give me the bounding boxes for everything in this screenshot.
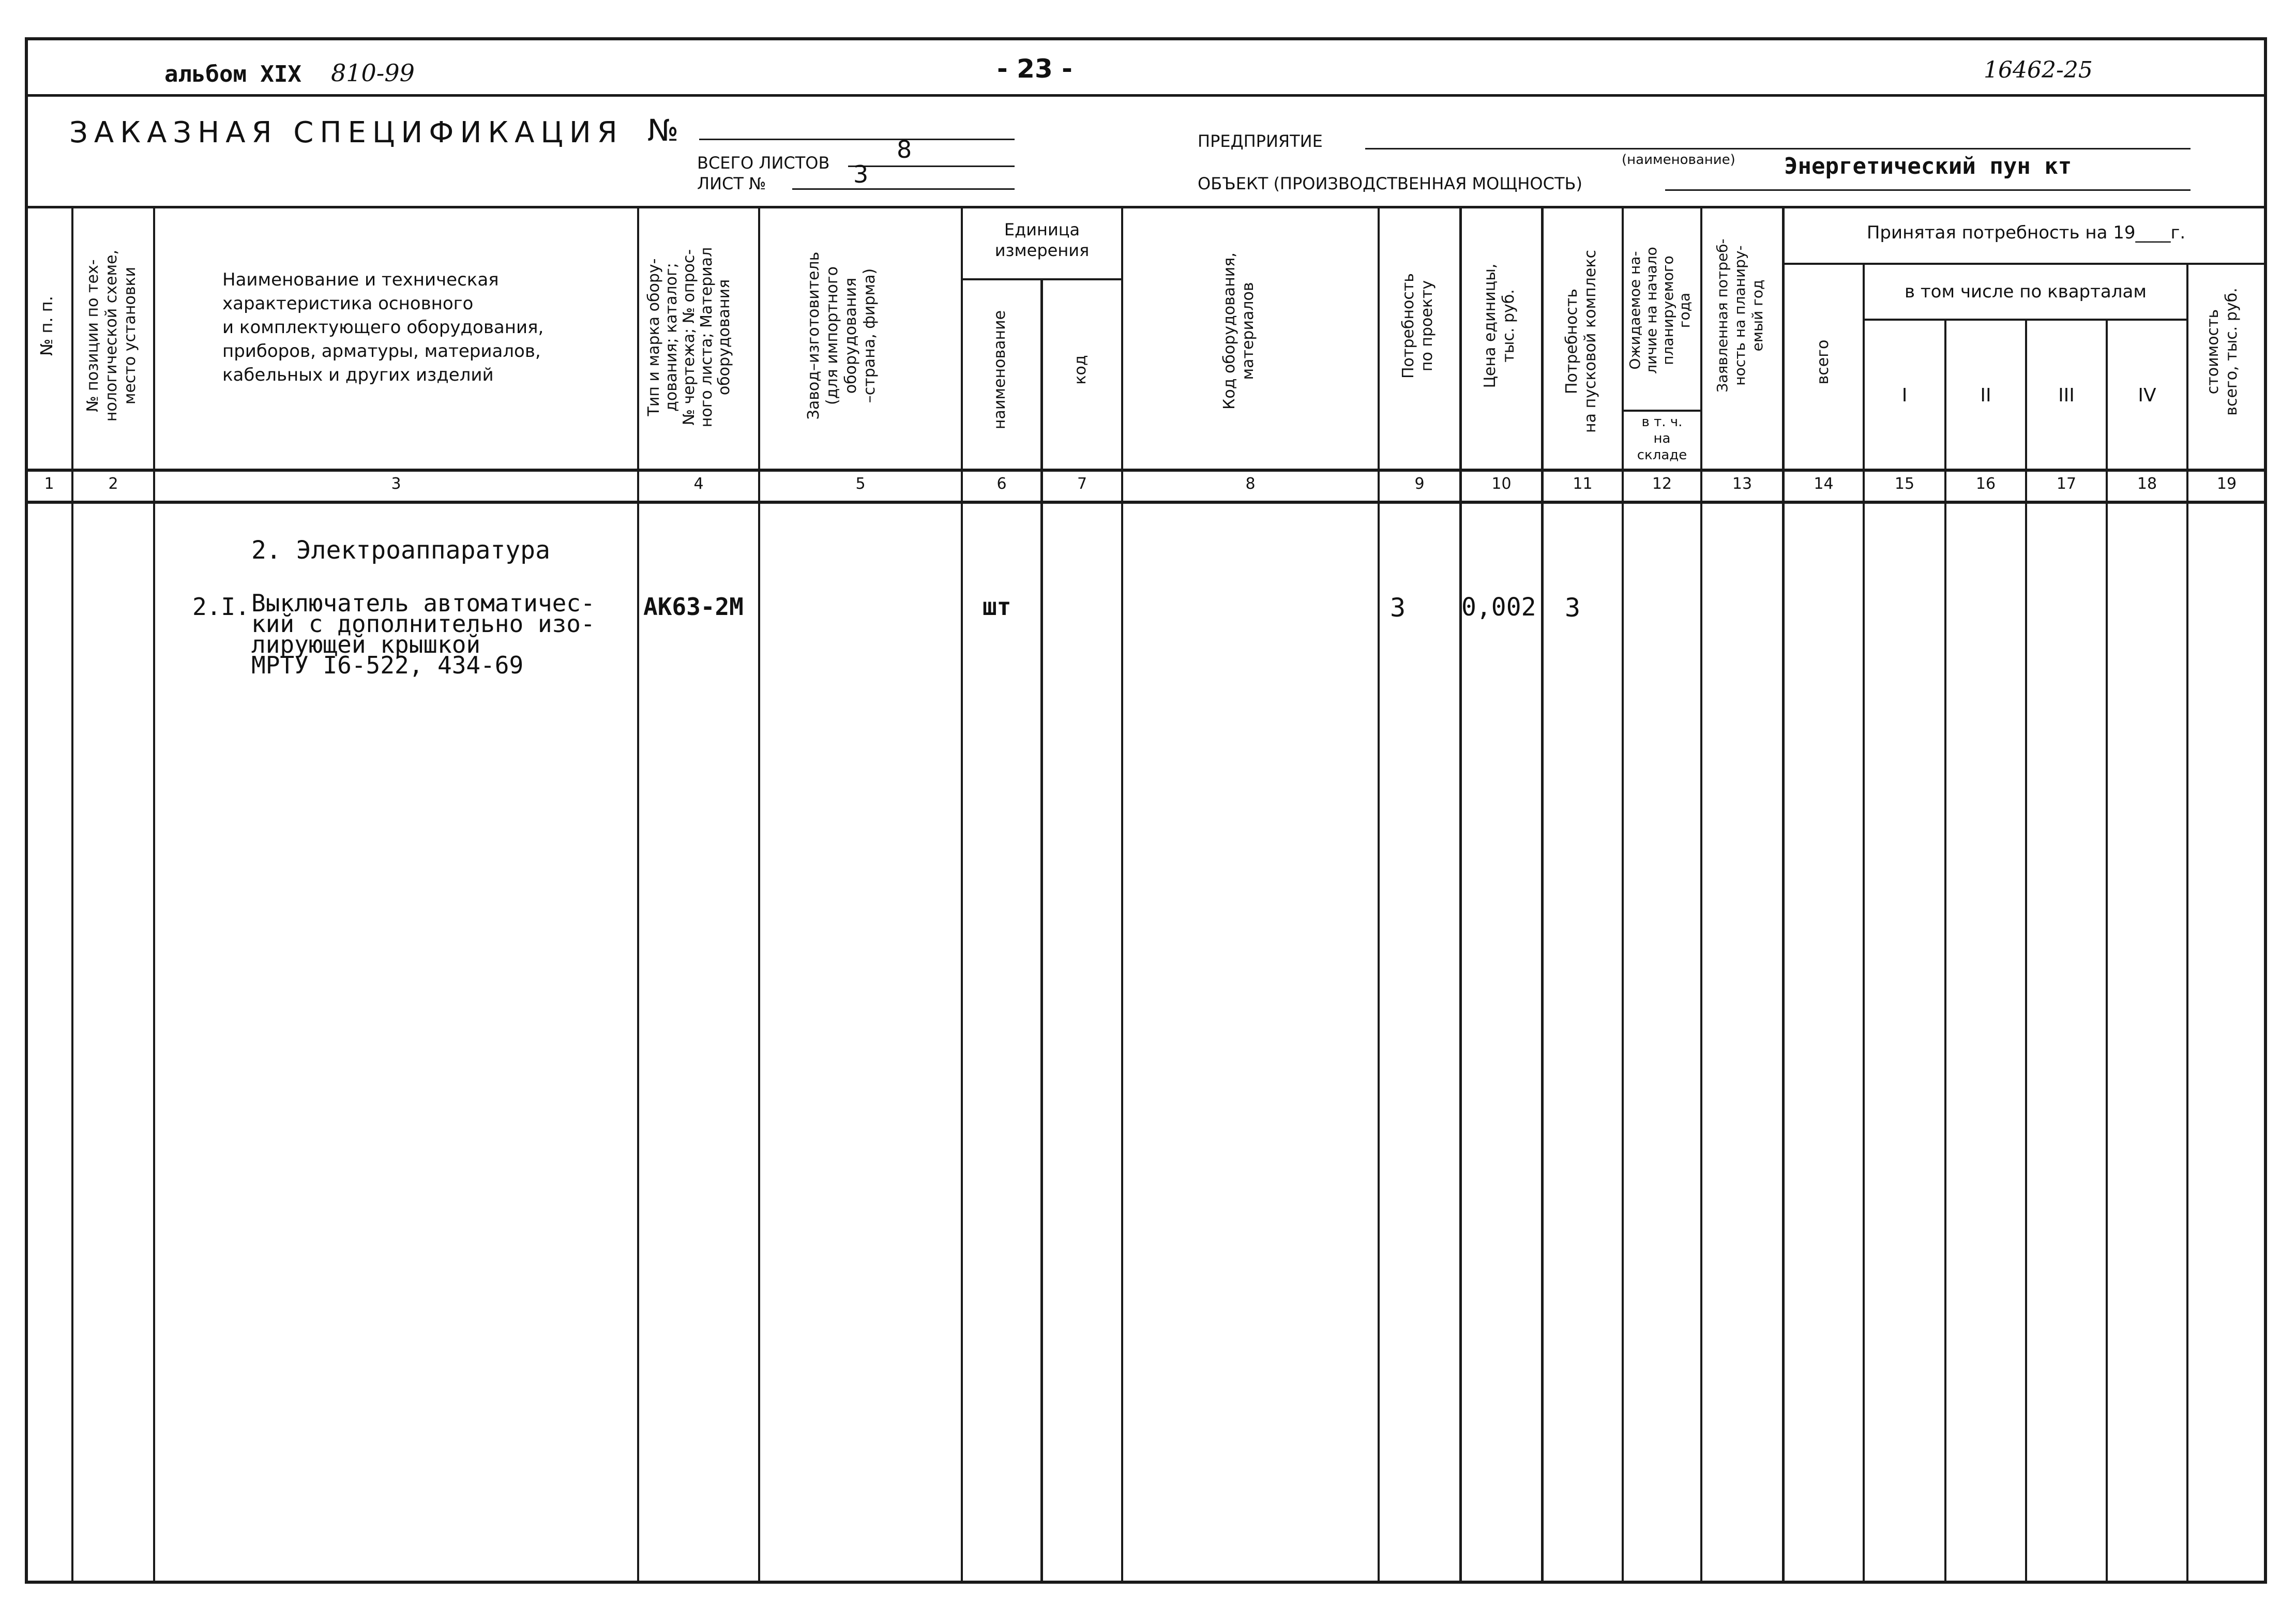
sheet-label: ЛИСТ № (697, 174, 766, 193)
col-number: 14 (1814, 475, 1834, 493)
spec-number-sign: № (647, 113, 679, 148)
header-cost: стоимость всего, тыс. руб. (2204, 288, 2241, 416)
col-number: 19 (2216, 475, 2237, 493)
col-number: 12 (1652, 475, 1672, 493)
col-number: 15 (1894, 475, 1915, 493)
col-number: 2 (108, 475, 118, 493)
col-number: 6 (996, 475, 1007, 493)
header-type: Тип и марка обору- дования; каталог; № чертежа; № опрос- ного листа; Материал оборудования (645, 247, 733, 428)
col-number: 3 (391, 475, 401, 493)
header-position: № позиции по тех- нологической схеме, место установки (84, 249, 139, 422)
header-unit-price: Цена единицы, тыс. руб. (1481, 263, 1518, 388)
object-value: Энергетический пун кт (1784, 153, 2072, 179)
header-q4: IV (2138, 385, 2156, 406)
col-number: 1 (44, 475, 54, 493)
col-number: 11 (1573, 475, 1593, 493)
header-equipment-code: Код оборудования, материалов (1220, 252, 1257, 410)
header-unit-name: наименование (991, 310, 1009, 430)
header-unit-code: код (1071, 355, 1090, 385)
section-heading: 2. Электроаппаратура (251, 536, 550, 565)
header-name: Наименование и техническая характеристика основного и комплектующего оборудования, приборов, арматуры, материалов, кабельных и других изделий (222, 269, 544, 385)
col-number: 10 (1491, 475, 1512, 493)
header-q2: II (1980, 385, 1991, 406)
object-label: ОБЪЕКТ (ПРОИЗВОДСТВЕННАЯ МОЩНОСТЬ) (1198, 174, 1582, 193)
col-number: 13 (1732, 475, 1753, 493)
item-unit: шт (983, 593, 1011, 621)
item-need-start: 3 (1565, 593, 1581, 623)
header-unit: Единица измерения (994, 220, 1090, 260)
sheets-total-value: 8 (897, 136, 912, 163)
album-number: 810-99 (331, 59, 415, 87)
header-q3: III (2058, 385, 2075, 406)
header-total: всего (1814, 339, 1832, 385)
col-number: 9 (1414, 475, 1425, 493)
item-price: 0,002 (1461, 593, 1536, 622)
header-in-stock: в т. ч. на складе (1637, 414, 1687, 463)
col-number: 18 (2137, 475, 2157, 493)
col-number: 7 (1077, 475, 1087, 493)
document-number: 16462-25 (1984, 57, 2093, 83)
header-need-project: Потребность по проекту (1399, 273, 1436, 379)
spec-title: ЗАКАЗНАЯ СПЕЦИФИКАЦИЯ (69, 116, 624, 149)
item-need-project: 3 (1390, 593, 1406, 623)
header-q1: I (1901, 385, 1908, 406)
col-number: 4 (693, 475, 704, 493)
header-declared: Заявленная потреб- ность на планиру- емый год (1714, 238, 1766, 393)
header-manufacturer: Завод–изготовитель (для импортного оборудования –страна, фирма) (805, 251, 879, 420)
enterprise-label: ПРЕДПРИЯТИЕ (1198, 131, 1323, 151)
col-number: 8 (1245, 475, 1256, 493)
sheets-total-label: ВСЕГО ЛИСТОВ (697, 153, 830, 173)
header-expected: Ожидаемое на- личие на начало планируемого года (1626, 247, 1693, 374)
header-row-number: № п. п. (37, 296, 56, 356)
item-type: АК63-2М (643, 593, 744, 621)
header-need-start: Потребность на пусковой комплекс (1563, 250, 1599, 433)
header-quarters: в том числе по кварталам (1905, 281, 2147, 302)
album-label: альбом XIX (164, 61, 301, 87)
sheet-value: 3 (853, 160, 869, 188)
col-number: 17 (2056, 475, 2077, 493)
col-number: 16 (1975, 475, 1996, 493)
col-number: 5 (855, 475, 866, 493)
item-description: Выключатель автоматичес- кий с дополнительно изо- лирующей крышкой МРТУ I6-522, 434-69 (251, 589, 595, 679)
item-number: 2.I. (192, 593, 250, 621)
page-number: - 23 - (997, 54, 1073, 84)
name-hint: (наименование) (1622, 152, 1735, 168)
header-accepted: Принятая потребность на 19____г. (1866, 222, 2186, 243)
